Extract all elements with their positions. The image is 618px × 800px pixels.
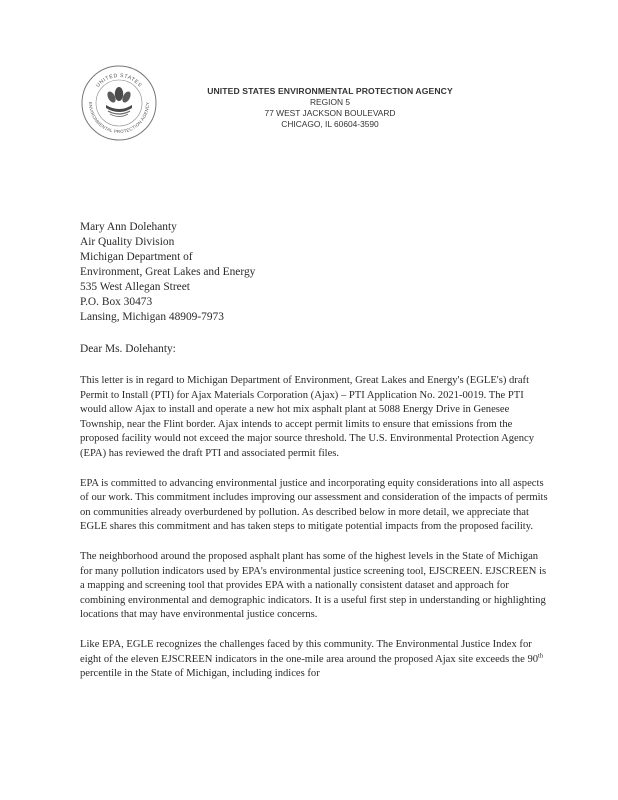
recipient-po-box: P.O. Box 30473 <box>80 296 153 308</box>
recipient-department: Michigan Department of <box>80 251 193 263</box>
svg-text:UNITED STATES: UNITED STATES <box>95 72 143 89</box>
recipient-department-cont: Environment, Great Lakes and Energy <box>80 266 256 278</box>
agency-city: CHICAGO, IL 60604-3590 <box>281 119 379 129</box>
recipient-division: Air Quality Division <box>80 236 175 248</box>
agency-header <box>180 86 480 130</box>
body-paragraph: The neighborhood around the proposed asphalt plant has some of the highest levels in the State of Michigan for many pollution indicators used by EPA's environmental justice screening tool, EJSCREEN. EJSCREEN is a mapping and screening tool that provides EPA with a nationally consistent dataset and approach for combining environmental and demographic indicators. It is a useful first step in understanding or highlighting locations that may have environmental justice concerns. <box>80 550 547 621</box>
recipient-city: Lansing, Michigan 48909-7973 <box>80 311 224 323</box>
recipient-street: 535 West Allegan Street <box>80 281 190 293</box>
svg-text:ENVIRONMENTAL PROTECTION AGENC: ENVIRONMENTAL PROTECTION AGENCY <box>87 101 151 135</box>
recipient-address <box>80 220 400 325</box>
agency-street: 77 WEST JACKSON BOULEVARD <box>264 108 396 118</box>
agency-name: UNITED STATES ENVIRONMENTAL PROTECTION AGENCY <box>207 86 453 96</box>
letter-body <box>80 374 550 697</box>
body-paragraph-last: Like EPA, EGLE recognizes the challenges faced by this community. The Environmental Justice Index for eight of the eleven EJSCREEN indicators in the one-mile area around the proposed Ajax site exceeds the 90th percentile in the State of Michigan, including indices for <box>80 638 544 680</box>
salutation: Dear Ms. Dolehanty: <box>80 343 176 355</box>
superscript-th: th <box>538 651 544 659</box>
epa-seal-icon <box>79 63 159 143</box>
body-paragraph: This letter is in regard to Michigan Department of Environment, Great Lakes and Energy's (EGLE's) draft Permit to Install (PTI) for Ajax Materials Corporation (Ajax) – PTI Application No. 2021-0019. The PTI would allow Ajax to install and operate a new hot mix asphalt plant at 5088 Energy Drive in Genesee Township, near the Flint border. Ajax intends to accept permit limits to ensure that emissions from the proposed facility would not exceed the major source threshold. The U.S. Environmental Protection Agency (EPA) has reviewed the draft PTI and associated permit files. <box>80 375 535 459</box>
recipient-name: Mary Ann Dolehanty <box>80 221 177 233</box>
body-paragraph: EPA is committed to advancing environmental justice and incorporating equity considerations into all aspects of our work. This commitment includes improving our assessment and consideration of the impacts of permits on communities already overburdened by pollution. As described below in more detail, we appreciate that EGLE shares this commitment and has taken steps to mitigate potential impacts from the proposed facility. <box>80 477 548 533</box>
agency-region: REGION 5 <box>309 97 351 107</box>
